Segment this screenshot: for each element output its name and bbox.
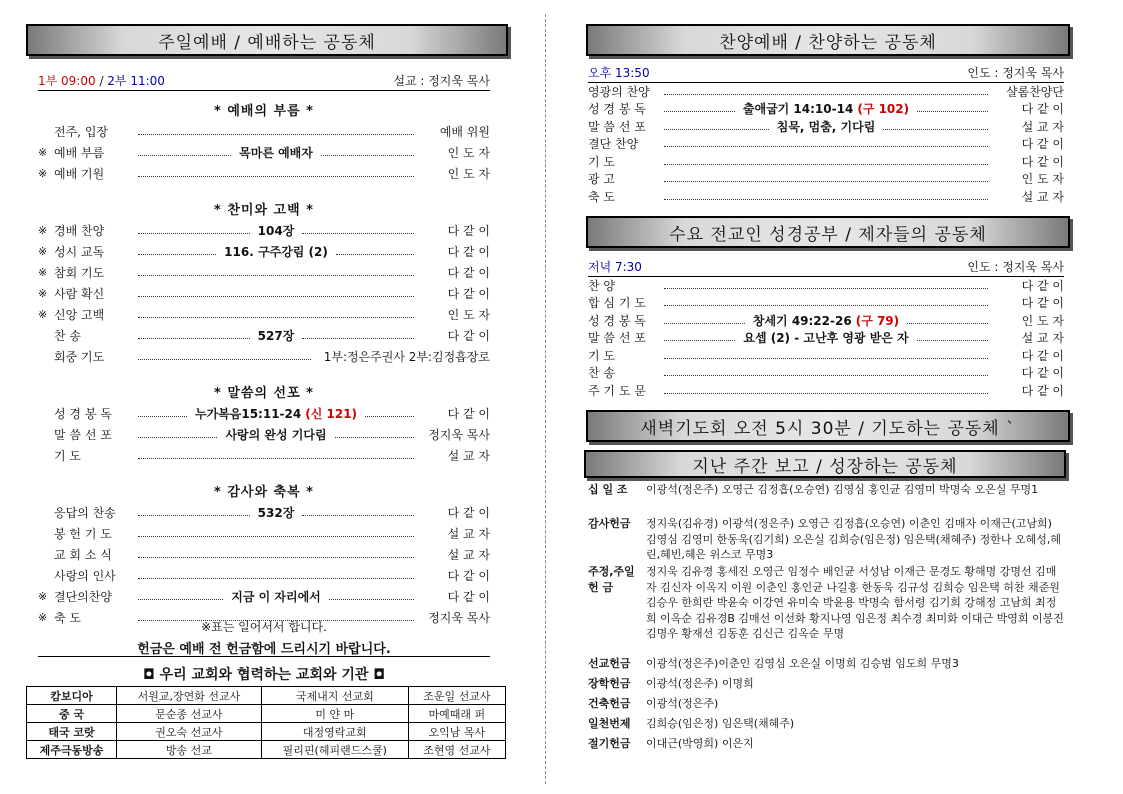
partner-cell: 조운일 선교사 — [408, 687, 505, 705]
report-row — [588, 516, 1064, 563]
item-leader: 다 같 이 — [447, 589, 491, 604]
item-leader: 다 같 이 — [447, 244, 490, 259]
item-label: 찬 송 — [588, 366, 615, 380]
item-leader: 샬롬찬양단 — [1006, 84, 1064, 99]
partners-table — [26, 686, 506, 759]
standing-mark: ※ — [38, 307, 48, 321]
standing-mark: ※ — [38, 265, 48, 279]
partner-cell: 캄보디아 — [27, 687, 117, 705]
item-label: 경배 찬양 — [54, 223, 105, 238]
partner-cell: 오익남 목사 — [408, 723, 505, 741]
item-content: 532장 — [257, 505, 295, 520]
order-item — [38, 221, 490, 239]
partners-title: ◘ 우리 교회와 협력하는 교회와 기관 ◘ — [142, 667, 386, 683]
order-item — [38, 587, 490, 605]
item-label: 참회 기도 — [54, 265, 105, 280]
item-label: 봉 헌 기 도 — [54, 526, 112, 541]
report-row — [588, 736, 1064, 752]
item-leader: 예배 위원 — [439, 124, 490, 139]
order-item — [38, 545, 490, 563]
item-label: 교 회 소 식 — [54, 547, 112, 562]
report-category: 감사헌금 — [588, 517, 631, 530]
order-item — [588, 294, 1064, 312]
item-leader: 다 같 이 — [1021, 296, 1064, 310]
partner-row — [27, 741, 506, 759]
wednesday-time: 저녁 7:30 — [588, 260, 642, 274]
partner-row — [27, 705, 506, 723]
order-item — [38, 326, 490, 344]
item-label: 응답의 찬송 — [54, 505, 116, 520]
order-item — [38, 404, 490, 422]
item-leader: 인 도 자 — [1021, 313, 1065, 328]
order-item — [588, 346, 1064, 364]
sunday-worship-header: 주일예배 / 예배하는 공동체 — [26, 24, 508, 56]
partner-cell: 필리핀(헤피랜드스쿨) — [261, 741, 408, 759]
report-category: 일천번제 — [588, 717, 631, 730]
order-item — [38, 425, 490, 443]
item-label: 축 도 — [588, 189, 615, 204]
order-item — [38, 164, 490, 182]
order-item — [588, 82, 1064, 100]
hymn-ref: (구 79) — [855, 313, 900, 328]
report-category: 장학헌금 — [588, 677, 631, 690]
item-label: 광 고 — [588, 172, 615, 186]
item-label: 말 씀 선 포 — [54, 427, 112, 442]
item-leader: 인 도 자 — [447, 166, 490, 181]
item-leader: 다 같 이 — [1021, 154, 1064, 169]
dawn-prayer-header: 새벽기도회 오전 5시 30분 / 기도하는 공동체 ` — [586, 410, 1070, 442]
item-label: 사람 확신 — [54, 286, 105, 301]
order-item — [588, 381, 1064, 399]
item-leader: 다 같 이 — [447, 568, 490, 583]
report-category: 선교헌금 — [588, 657, 631, 670]
partner-cell: 조현영 선교사 — [408, 741, 505, 759]
praise-time-row — [588, 64, 1064, 83]
section-title: * 찬미와 고백 * — [214, 203, 314, 218]
divider — [38, 656, 490, 657]
standing-mark: ※ — [38, 145, 48, 159]
praise-leader: 인도 : 정지욱 목사 — [967, 66, 1064, 80]
item-label: 결단 찬양 — [588, 137, 639, 151]
order-item — [38, 242, 490, 260]
item-label: 회중 기도 — [54, 349, 105, 364]
report-names: 이광석(정은주)이춘인 김영심 오은실 이명희 김승범 임도희 무명3 — [646, 657, 959, 670]
order-item — [588, 276, 1064, 294]
hymn-ref: (구 102) — [857, 102, 910, 116]
item-leader: 정지욱 목사 — [428, 427, 490, 442]
praise-worship-header: 찬양예배 / 찬양하는 공동체 — [586, 24, 1070, 56]
report-row — [588, 564, 1064, 642]
order-item — [38, 503, 490, 521]
item-leader: 다 같 이 — [1021, 366, 1064, 380]
item-label: 주 기 도 문 — [588, 383, 646, 398]
report-row — [588, 482, 1064, 498]
item-label: 전주, 입장 — [54, 124, 108, 139]
weekly-report-header: 지난 주간 보고 / 성장하는 공동체 — [584, 450, 1066, 478]
partner-cell: 태국 코랏 — [27, 723, 117, 741]
order-item — [588, 117, 1064, 135]
order-item — [38, 263, 490, 281]
item-leader: 설 교 자 — [1021, 331, 1065, 345]
report-names: 김희승(임은정) 임은택(채혜주) — [646, 717, 795, 730]
item-leader: 다 같 이 — [447, 406, 491, 421]
item-label: 예배 기원 — [54, 166, 105, 181]
order-item — [588, 170, 1064, 188]
item-label: 성 경 봉 독 — [588, 313, 646, 328]
item-content: 사랑의 완성 기다림 — [225, 427, 327, 442]
partner-cell: 권오숙 선교사 — [117, 723, 262, 741]
item-leader: 다 같 이 — [447, 286, 490, 301]
item-leader: 설 교 자 — [447, 448, 490, 463]
item-leader: 설 교 자 — [1021, 119, 1064, 134]
report-names: 정지욱(김유경) 이광석(정은주) 오영근 김정흡(오승연) 이춘인 김매자 이재근(고남희) 김영심 김영미 한동욱(김기희) 오은실 김희승(임은정) 임은택(채혜주) 정한나 오혜성,혜린,혜빈,혜은 위스코 무명3 — [646, 517, 1062, 561]
order-item — [38, 305, 490, 323]
item-leader: 다 같 이 — [1021, 137, 1064, 151]
report-row — [588, 676, 1064, 692]
order-item — [588, 152, 1064, 170]
report-category: 주정,주일 헌 금 — [588, 565, 635, 594]
item-leader: 설 교 자 — [1021, 189, 1064, 204]
section-title: * 감사와 축복 * — [214, 485, 314, 500]
item-content: 104장 — [257, 223, 295, 238]
item-label: 성시 교독 — [54, 244, 105, 259]
report-category: 절기헌금 — [588, 737, 631, 750]
item-leader: 인 도 자 — [447, 145, 491, 160]
item-label: 말 씀 선 포 — [588, 119, 646, 134]
standing-mark: ※ — [38, 166, 48, 180]
partner-cell: 마예때래 퍼 — [408, 705, 505, 723]
item-content: 누가복음15:11-24 (신 121) — [194, 406, 358, 421]
item-leader: 다 같 이 — [1021, 278, 1064, 293]
item-content: 출애굽기 14:10-14 (구 102) — [742, 102, 910, 116]
report-category: 건축헌금 — [588, 697, 631, 710]
order-item — [38, 143, 490, 161]
item-content: 지금 이 자리에서 — [231, 589, 321, 604]
sunday-time-row: 1부 09:00 / 2부 11:00 설교 : 정지욱 목사 — [38, 72, 490, 91]
partner-cell: 문순종 선교사 — [117, 705, 262, 723]
order-item — [38, 347, 490, 365]
report-row — [588, 656, 1064, 672]
item-leader: 설 교 자 — [447, 547, 490, 562]
fold-line — [545, 14, 546, 784]
second-service-time: 2부 11:00 — [107, 74, 165, 88]
report-row — [588, 716, 1064, 732]
item-content: 창세기 49:22-26 (구 79) — [752, 313, 900, 328]
partner-cell: 미 얀 마 — [261, 705, 408, 723]
order-item — [38, 524, 490, 542]
wednesday-time-row — [588, 258, 1064, 277]
item-label: 신앙 고백 — [54, 307, 105, 322]
standing-mark: ※ — [38, 286, 48, 300]
partner-cell: 대정영락교회 — [261, 723, 408, 741]
order-item — [38, 446, 490, 464]
offering-note: 헌금은 예배 전 헌금함에 드리시기 바랍니다. — [137, 642, 391, 657]
order-item — [38, 284, 490, 302]
partner-cell: 방송 선교 — [117, 741, 262, 759]
partner-row — [27, 687, 506, 705]
item-label: 찬 송 — [54, 328, 81, 343]
item-leader: 다 같 이 — [1021, 102, 1065, 116]
item-label: 성 경 봉 독 — [588, 102, 646, 116]
item-label: 영광의 찬양 — [588, 84, 650, 99]
item-leader: 인 도 자 — [447, 307, 490, 322]
item-leader: 정지욱 목사 — [428, 610, 490, 625]
praise-time: 오후 13:50 — [588, 66, 650, 80]
hymn-ref: (신 121) — [305, 406, 358, 421]
item-leader: 설 교 자 — [447, 526, 490, 541]
item-label: 기 도 — [54, 448, 81, 463]
section-title: * 말씀의 선포 * — [214, 386, 314, 401]
item-leader: 다 같 이 — [447, 328, 490, 343]
order-item — [588, 311, 1064, 329]
report-row — [588, 696, 1064, 712]
item-leader: 다 같 이 — [1021, 383, 1064, 398]
order-item — [588, 100, 1064, 118]
report-names: 이광석(정은주) — [646, 697, 719, 710]
item-label: 말 씀 선 포 — [588, 331, 646, 345]
standing-mark: ※ — [38, 244, 48, 258]
item-content: 목마른 예배자 — [239, 145, 313, 160]
item-label: 사랑의 인사 — [54, 568, 116, 583]
report-names: 이광석(정은주) 오영근 김정흡(오승연) 김영심 홍인균 김영미 박명숙 오은실 무명1 — [646, 483, 1039, 496]
partner-cell: 중 국 — [27, 705, 117, 723]
item-content: 527장 — [257, 328, 295, 343]
item-label: 예배 부름 — [54, 145, 105, 160]
item-label: 기 도 — [588, 154, 615, 169]
partner-cell: 국제내지 선교회 — [261, 687, 408, 705]
item-leader: 1부:정은주권사 2부:김정흡장로 — [323, 349, 490, 364]
partner-cell: 서원교,장연화 선교사 — [117, 687, 262, 705]
item-content: 요셉 (2) - 고난후 영광 받은 자 — [743, 331, 909, 345]
item-leader: 다 같 이 — [1021, 348, 1064, 363]
item-leader: 다 같 이 — [447, 505, 490, 520]
standing-mark: ※ — [38, 610, 48, 624]
report-category: 십 일 조 — [588, 483, 628, 496]
preacher: 설교 : 정지욱 목사 — [393, 74, 490, 88]
standing-note: ※표는 일어서서 합니다. — [201, 620, 327, 634]
item-label: 결단의찬양 — [54, 589, 112, 604]
item-content: 침묵, 멈춤, 기다림 — [776, 119, 876, 134]
standing-mark: ※ — [38, 223, 48, 237]
item-label: 축 도 — [54, 610, 81, 625]
first-service-time: 1부 09:00 — [38, 74, 96, 88]
item-label: 찬 양 — [588, 278, 615, 293]
item-label: 기 도 — [588, 348, 615, 363]
item-leader: 다 같 이 — [447, 265, 490, 280]
section-title: * 예배의 부름 * — [214, 104, 314, 119]
item-label: 성 경 봉 독 — [54, 406, 112, 421]
report-names: 이대근(박영희) 이은지 — [646, 737, 754, 750]
report-names: 정지욱 김유경 홍세진 오영근 임정수 배인균 서성남 이재근 문경도 황해명 강명선 김매자 김신자 이옥지 이원 이춘인 홍인균 나길홍 한동욱 김규성 김희승 임은택 허찬 채준원 김승우 한희란 박윤숙 이강연 유미숙 박윤용 박명숙 함서령 김기희 강해정 고남희 최정희 이옥순 김유경B 김매선 이선화 황지나영 임은정 최수경 최미화 이대근 박영희 이봉진 김명우 황재선 김동훈 김신근 김옥순 무명 — [646, 565, 1064, 640]
wednesday-leader: 인도 : 정지욱 목사 — [967, 260, 1064, 274]
order-item — [38, 566, 490, 584]
partner-row — [27, 723, 506, 741]
item-leader: 다 같 이 — [447, 223, 490, 238]
order-item — [38, 122, 490, 140]
item-content: 116. 구주강림 (2) — [224, 244, 328, 259]
report-names: 이광석(정은주) 이명희 — [646, 677, 754, 690]
order-item — [588, 135, 1064, 153]
standing-mark: ※ — [38, 589, 48, 603]
order-item — [588, 187, 1064, 205]
item-leader: 인 도 자 — [1021, 172, 1064, 186]
order-item — [588, 364, 1064, 382]
wednesday-header: 수요 전교인 성경공부 / 제자들의 공동체 — [586, 216, 1070, 248]
item-label: 합 심 기 도 — [588, 296, 646, 310]
order-item — [588, 329, 1064, 347]
partner-cell: 제주극동방송 — [27, 741, 117, 759]
